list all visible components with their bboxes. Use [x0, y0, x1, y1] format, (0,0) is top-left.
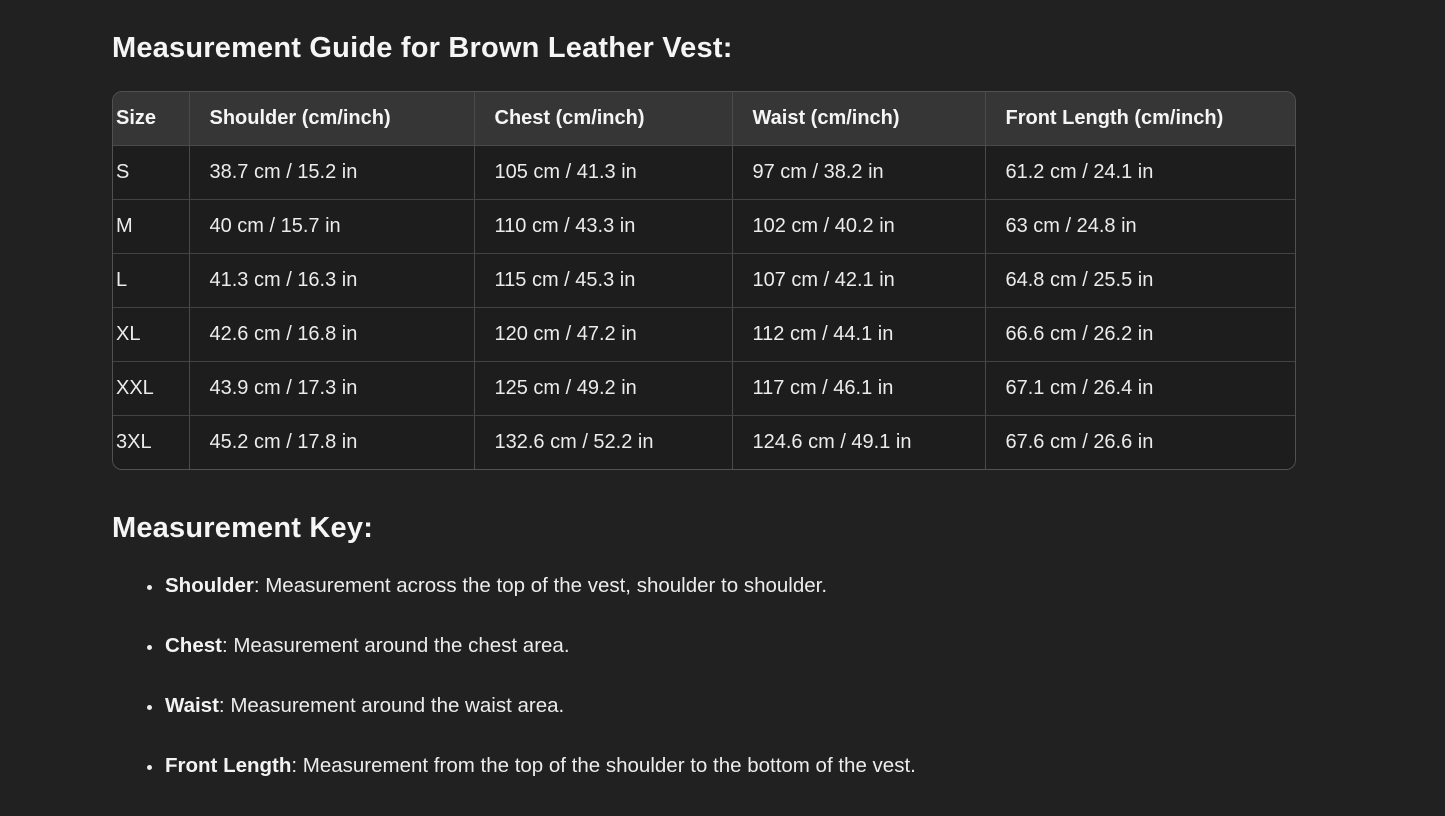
measurement-key-list [112, 572, 1333, 779]
measurement-table-container [112, 91, 1296, 470]
table-row [113, 416, 1295, 470]
key-term: Chest [165, 634, 222, 657]
table-cell-front-length: 63 cm / 24.8 in [985, 200, 1295, 254]
table-cell-waist: 112 cm / 44.1 in [732, 308, 985, 362]
table-cell-front-length: 67.6 cm / 26.6 in [985, 416, 1295, 470]
table-row [113, 362, 1295, 416]
table-cell-waist: 97 cm / 38.2 in [732, 146, 985, 200]
table-header-chest: Chest (cm/inch) [474, 92, 732, 146]
table-cell-size: 3XL [113, 416, 189, 470]
table-cell-size: XL [113, 308, 189, 362]
table-cell-size: XXL [113, 362, 189, 416]
table-cell-waist: 102 cm / 40.2 in [732, 200, 985, 254]
list-item [164, 692, 1333, 719]
table-cell-chest: 125 cm / 49.2 in [474, 362, 732, 416]
table-cell-chest: 110 cm / 43.3 in [474, 200, 732, 254]
measurement-table [113, 92, 1295, 469]
page-title: Measurement Guide for Brown Leather Vest: [112, 32, 733, 64]
table-cell-front-length: 64.8 cm / 25.5 in [985, 254, 1295, 308]
table-header-shoulder: Shoulder (cm/inch) [189, 92, 474, 146]
table-header-row [113, 92, 1295, 146]
table-cell-front-length: 67.1 cm / 26.4 in [985, 362, 1295, 416]
table-cell-waist: 124.6 cm / 49.1 in [732, 416, 985, 470]
key-term: Waist [165, 694, 219, 717]
key-description: : Measurement from the top of the shoulder to the bottom of the vest. [291, 754, 916, 777]
key-description: : Measurement across the top of the vest, shoulder to shoulder. [253, 574, 828, 597]
table-cell-size: M [113, 200, 189, 254]
table-cell-shoulder: 40 cm / 15.7 in [189, 200, 474, 254]
key-description: : Measurement around the waist area. [218, 694, 565, 717]
table-row [113, 200, 1295, 254]
table-cell-size: L [113, 254, 189, 308]
table-cell-front-length: 61.2 cm / 24.1 in [985, 146, 1295, 200]
key-term: Front Length [165, 754, 292, 777]
table-cell-shoulder: 41.3 cm / 16.3 in [189, 254, 474, 308]
table-cell-shoulder: 43.9 cm / 17.3 in [189, 362, 474, 416]
table-row [113, 308, 1295, 362]
table-cell-chest: 115 cm / 45.3 in [474, 254, 732, 308]
list-item [164, 632, 1333, 659]
table-row [113, 254, 1295, 308]
table-header-waist: Waist (cm/inch) [732, 92, 985, 146]
table-cell-chest: 132.6 cm / 52.2 in [474, 416, 732, 470]
table-cell-shoulder: 38.7 cm / 15.2 in [189, 146, 474, 200]
measurement-key-heading: Measurement Key: [112, 512, 374, 544]
table-cell-waist: 107 cm / 42.1 in [732, 254, 985, 308]
table-cell-front-length: 66.6 cm / 26.2 in [985, 308, 1295, 362]
key-term: Shoulder [165, 574, 254, 597]
table-header-front-length: Front Length (cm/inch) [985, 92, 1295, 146]
table-cell-chest: 105 cm / 41.3 in [474, 146, 732, 200]
table-cell-shoulder: 45.2 cm / 17.8 in [189, 416, 474, 470]
table-row [113, 146, 1295, 200]
key-description: : Measurement around the chest area. [221, 634, 570, 657]
table-cell-waist: 117 cm / 46.1 in [732, 362, 985, 416]
table-cell-shoulder: 42.6 cm / 16.8 in [189, 308, 474, 362]
list-item [164, 752, 1333, 779]
table-header-size: Size [113, 92, 189, 146]
table-cell-size: S [113, 146, 189, 200]
table-cell-chest: 120 cm / 47.2 in [474, 308, 732, 362]
list-item [164, 572, 1333, 599]
